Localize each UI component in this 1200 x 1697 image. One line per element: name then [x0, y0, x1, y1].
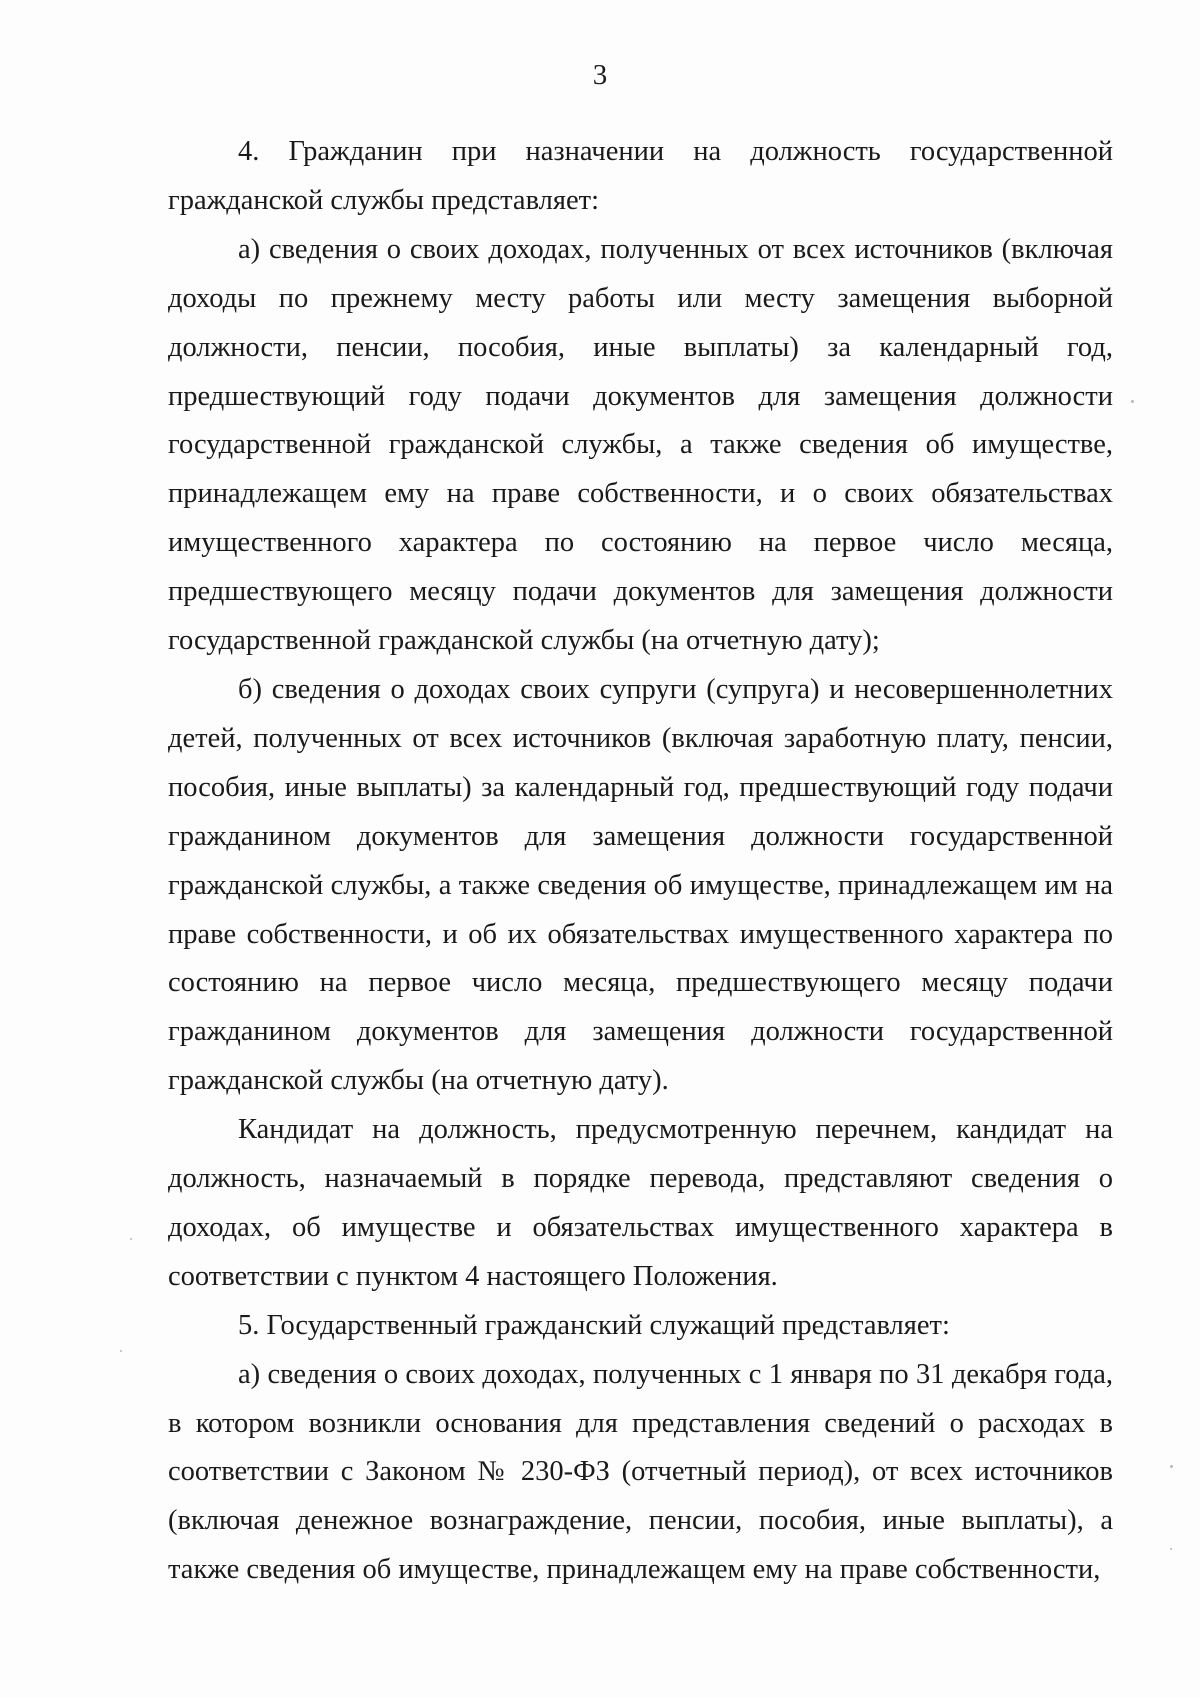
page-number: 3	[592, 59, 608, 91]
paragraph-4-b: б) сведения о доходах своих супруги (супруга) и несовершеннолетних детей, полученных от всех источников (включая заработную плату, пенсии, пособия, иные выплаты) за календарный год, предшествующий году подачи гражданином документов для замещения должности государственной гражданской службы, а также сведения об имуществе, принадлежащем им на праве собственности, и об их обязательствах имущественного характера по состоянию на первое число месяца, предшествующего месяцу подачи гражданином документов для замещения должности государственной гражданской службы (на отчетную дату).	[168, 673, 1113, 1097]
paragraph-4-intro: 4. Гражданин при назначении на должность государственной гражданской службы представляет:	[168, 136, 1113, 216]
scan-speck	[120, 1350, 122, 1352]
paragraph-4-a: а) сведения о своих доходах, полученных от всех источников (включая доходы по прежнему месту работы или месту замещения выборной должности, пенсии, пособия, иные выплаты) за календарный год, предшествующий году подачи документов для замещения должности государственной гражданской службы, а также сведения об имуществе, принадлежащем ему на праве собственности, и о своих обязательствах имущественного характера по состоянию на первое число месяца, предшествующего месяцу подачи документов для замещения должности государственной гражданской службы (на отчетную дату);	[168, 233, 1113, 657]
paragraph-5-a: а) сведения о своих доходах, полученных с 1 января по 31 декабря года, в котором возникли основания для представления сведений о расходах в соответствии с Законом № 230-ФЗ (отчетный период), от всех источников (включая денежное вознаграждение, пенсии, пособия, иные выплаты), а также сведения об имуществе, принадлежащем ему на праве собственности,	[168, 1358, 1113, 1586]
scan-speck	[130, 1238, 132, 1240]
scan-speck	[1170, 1465, 1173, 1468]
document-body	[168, 128, 1113, 1595]
scan-speck	[1170, 1548, 1172, 1550]
paragraph-candidate: Кандидат на должность, предусмотренную перечнем, кандидат на должность, назначаемый в порядке перевода, представляют сведения о доходах, об имуществе и обязательствах имущественного характера в соответствии с пунктом 4 настоящего Положения.	[168, 1114, 1113, 1292]
paragraph-5-intro: 5. Государственный гражданский служащий представляет:	[238, 1309, 950, 1341]
scan-speck	[1131, 400, 1134, 403]
